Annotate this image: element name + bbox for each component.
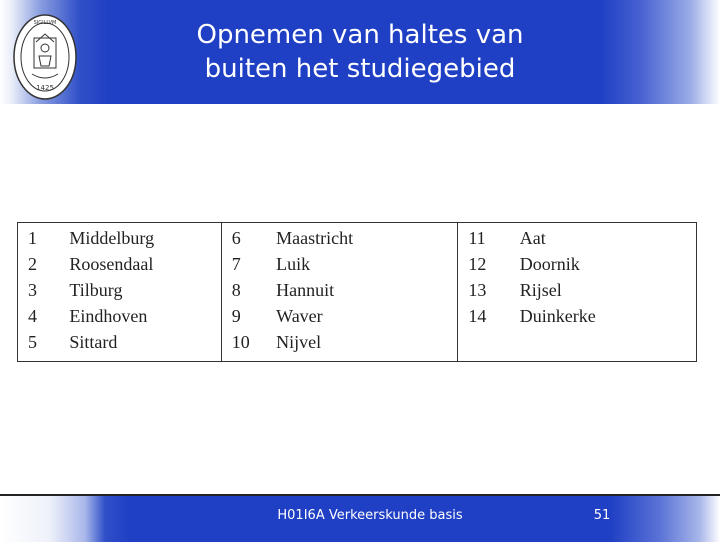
stop-name: Roosendaal — [69, 253, 154, 274]
stop-name: Sittard — [69, 331, 118, 352]
stop-name: Doornik — [519, 253, 580, 274]
title-line-2: buiten het studiegebied — [204, 54, 516, 84]
stop-number: 11 — [458, 223, 520, 252]
stop-number: 5 — [28, 331, 37, 352]
stop-number: 9 — [221, 303, 276, 329]
slide-header — [0, 0, 720, 104]
stop-name: Luik — [276, 253, 311, 274]
stop-name: Rijsel — [519, 279, 562, 300]
table-row — [18, 223, 697, 252]
title-line-1: Opnemen van haltes van — [196, 20, 524, 50]
course-label: H01I6A Verkeerskunde basis — [277, 508, 463, 523]
table-row — [18, 277, 697, 303]
stop-number: 2 — [28, 253, 37, 274]
stop-number: 4 — [28, 305, 37, 326]
table-row — [18, 329, 697, 362]
stops-table — [17, 222, 697, 362]
stop-name — [520, 329, 697, 362]
seal-year: 1425 — [36, 84, 54, 92]
university-seal-icon — [12, 12, 78, 102]
stop-number: 10 — [221, 329, 276, 362]
stop-name: Nijvel — [276, 331, 322, 352]
stop-number — [458, 329, 520, 362]
stop-number: 8 — [221, 277, 276, 303]
stop-name: Waver — [276, 305, 323, 326]
stop-number: 14 — [458, 303, 520, 329]
stop-name: Hannuit — [276, 279, 335, 300]
svg-text:SIGILLVM: SIGILLVM — [33, 20, 57, 26]
stop-name: Eindhoven — [69, 305, 148, 326]
stop-number: 6 — [221, 223, 276, 252]
page-number: 51 — [593, 508, 611, 523]
stop-name: Aat — [519, 227, 546, 248]
table-row — [18, 303, 697, 329]
stop-name: Maastricht — [276, 227, 354, 248]
slide-title — [110, 18, 610, 86]
stop-name: Tilburg — [69, 279, 123, 300]
stop-number: 3 — [28, 279, 37, 300]
stop-name: Duinkerke — [519, 305, 596, 326]
stop-number: 7 — [221, 251, 276, 277]
stop-name: Middelburg — [69, 227, 155, 248]
stop-number: 13 — [458, 277, 520, 303]
stop-number: 12 — [458, 251, 520, 277]
stop-number: 1 — [28, 227, 37, 248]
table-row — [18, 251, 697, 277]
